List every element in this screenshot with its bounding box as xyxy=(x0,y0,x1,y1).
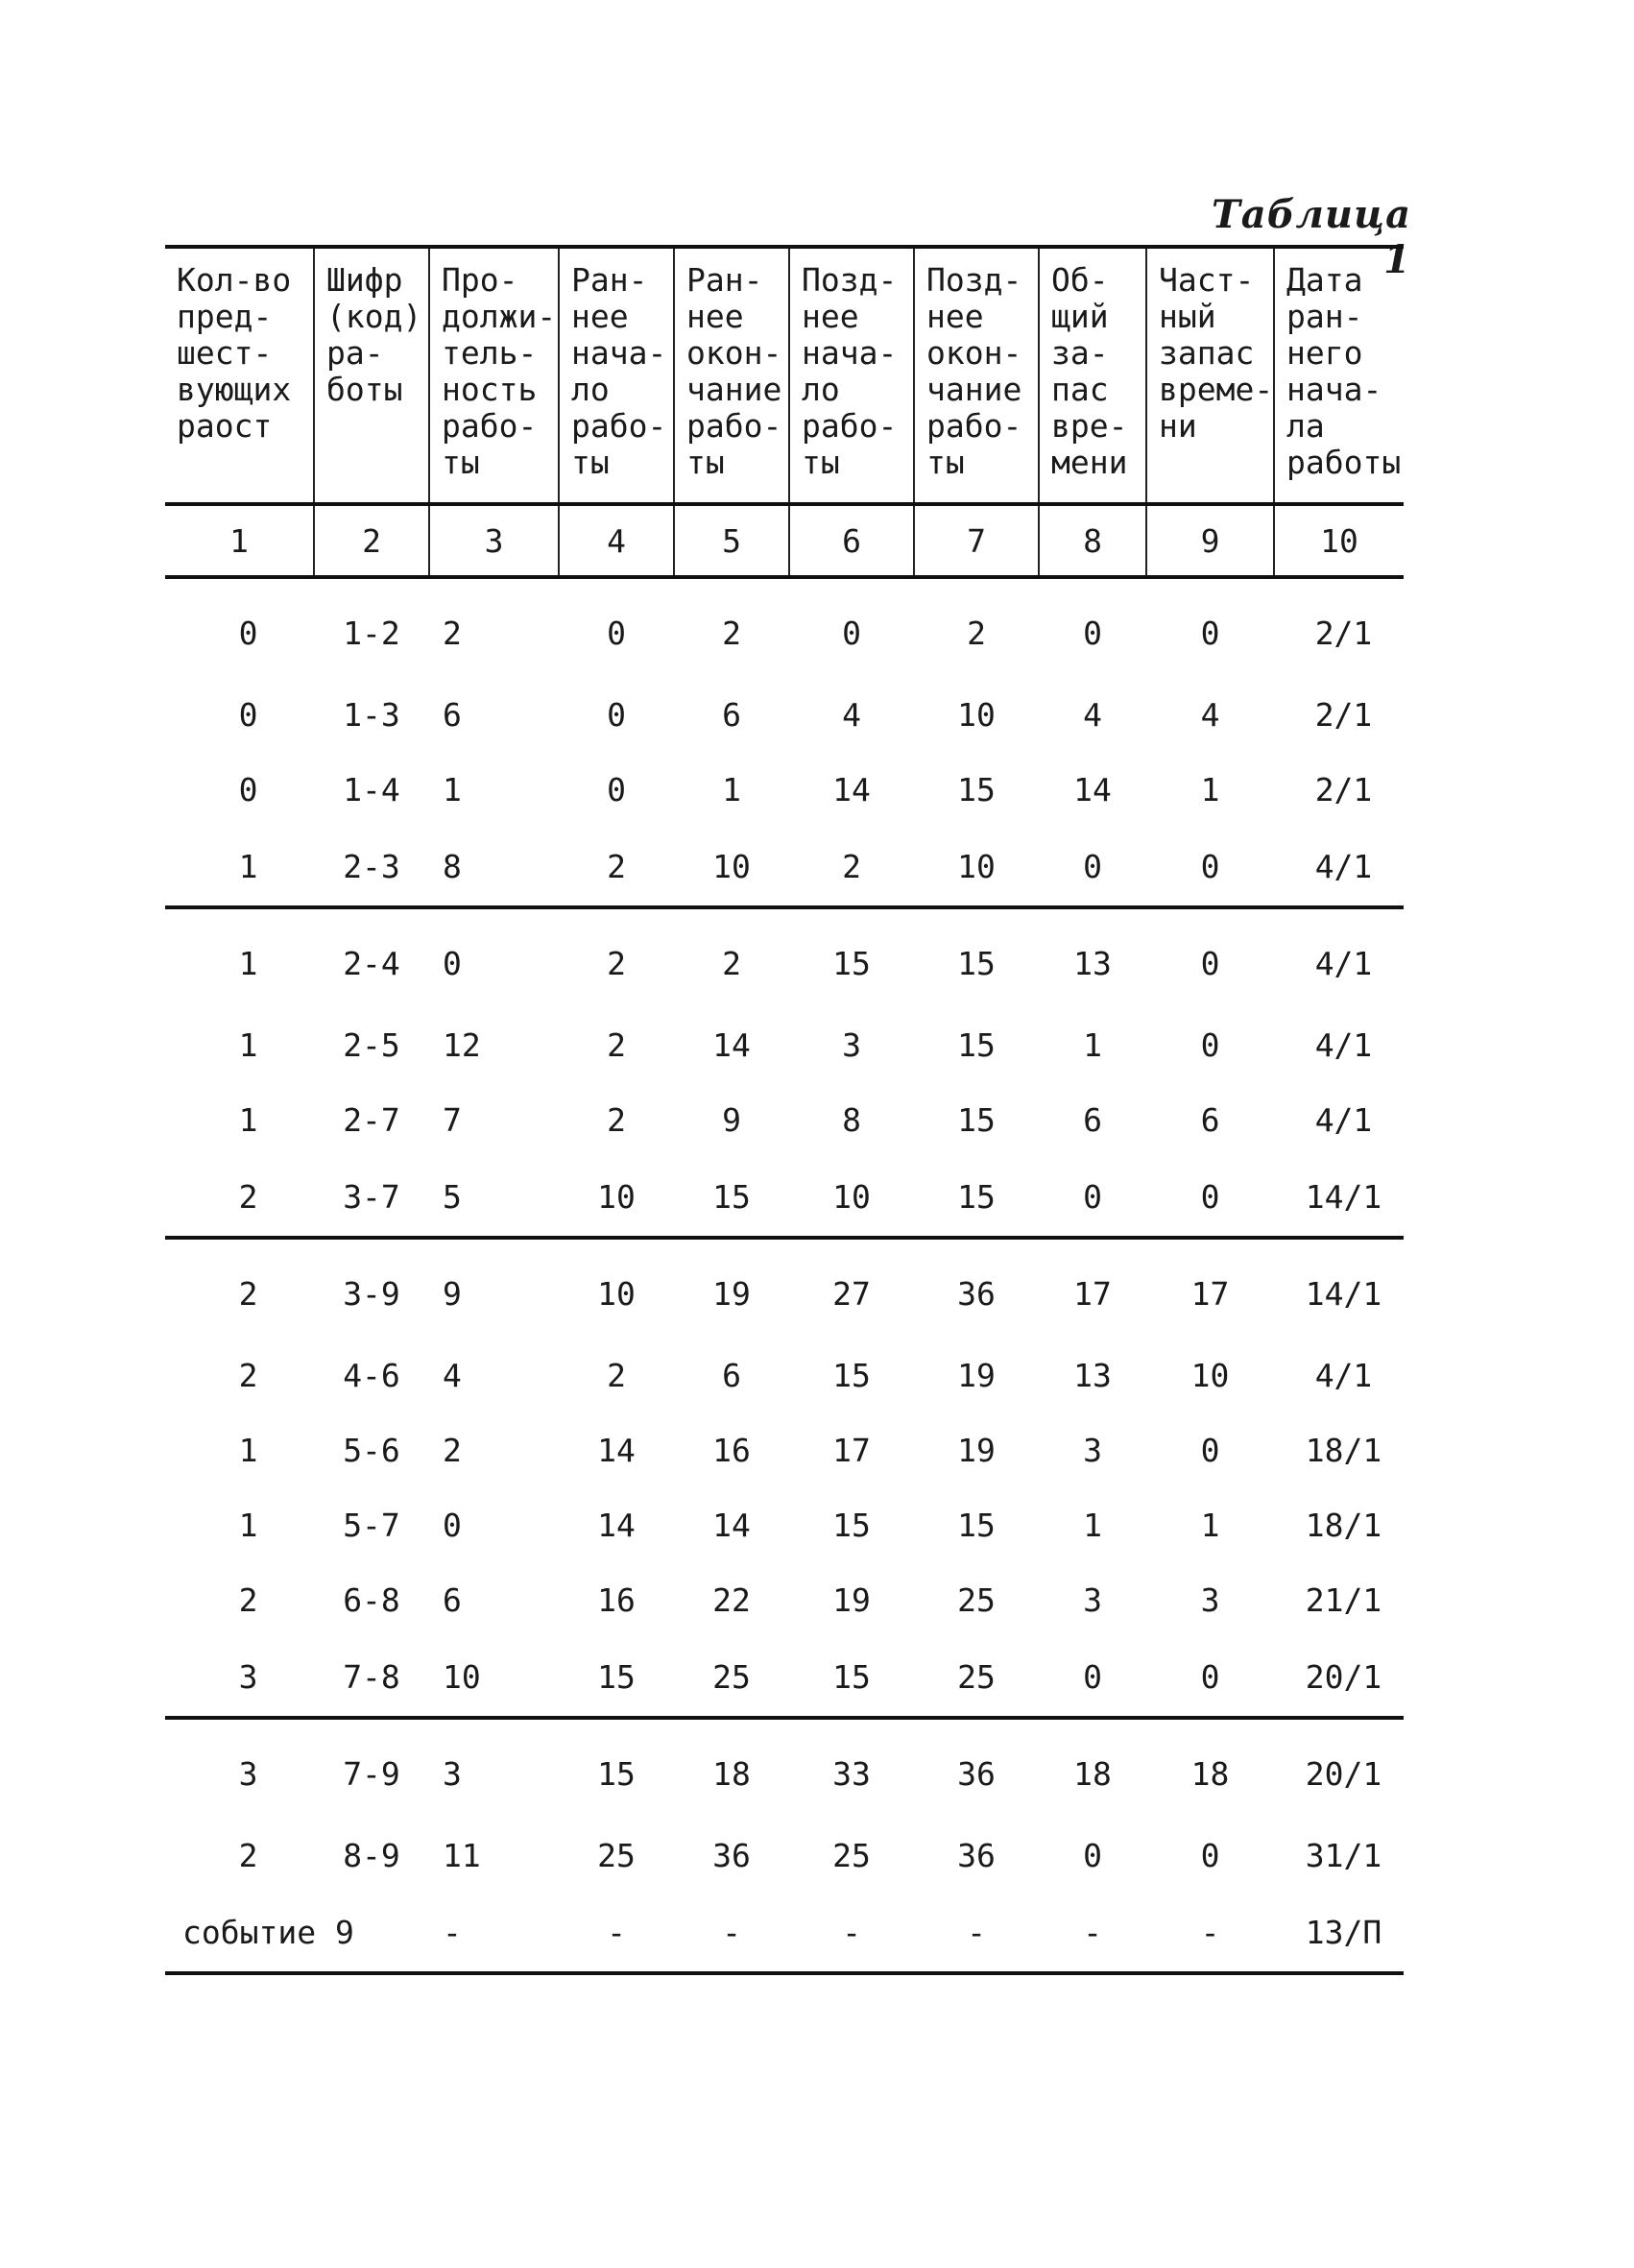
cell-early-start: 10 xyxy=(597,1274,636,1313)
cell-duration: 7 xyxy=(443,1100,462,1139)
cell-late-finish: 15 xyxy=(957,1506,996,1544)
cell-late-finish: 15 xyxy=(957,770,996,808)
cell-total-float: - xyxy=(1039,1893,1146,1973)
cell-total-float: 0 xyxy=(1039,1637,1146,1718)
table-row xyxy=(165,677,1404,752)
cell-predecessors: 1 xyxy=(238,944,258,982)
cell-total-float: 6 xyxy=(1083,1100,1102,1139)
column-number: 5 xyxy=(674,504,789,577)
cell-free-float: - xyxy=(1146,1893,1274,1973)
cell-duration: 6 xyxy=(443,695,462,734)
cell-start-date: 18/1 xyxy=(1305,1506,1382,1544)
cell-predecessors: 3 xyxy=(165,1637,314,1718)
cell-duration: 0 xyxy=(443,944,462,982)
cell-late-start: - xyxy=(789,1893,914,1973)
table-row xyxy=(165,752,1404,827)
cell-late-finish: - xyxy=(914,1893,1039,1973)
cell-late-finish: 36 xyxy=(957,1274,996,1313)
cell-predecessors: 0 xyxy=(238,695,258,734)
cell-late-finish: 19 xyxy=(957,1431,996,1469)
cell-late-start: 25 xyxy=(832,1836,871,1874)
cell-start-date: 4/1 xyxy=(1314,1356,1373,1394)
cell-late-finish: 15 xyxy=(957,1025,996,1064)
table-row xyxy=(165,1338,1404,1412)
network-schedule-table xyxy=(165,245,1404,1975)
cell-predecessors: 1 xyxy=(238,1025,258,1064)
cell-predecessors: 3 xyxy=(238,1754,258,1793)
cell-total-float: 0 xyxy=(1039,1157,1146,1238)
table-row xyxy=(165,577,1404,677)
table-caption: Таблица 1 xyxy=(1212,192,1411,282)
cell-work-code: 2-4 xyxy=(343,944,400,982)
cell-start-date: 4/1 xyxy=(1314,1100,1373,1139)
cell-duration: 3 xyxy=(443,1754,462,1793)
column-number: 3 xyxy=(429,504,559,577)
table-row xyxy=(165,1893,1404,1973)
cell-duration: 5 xyxy=(429,1157,559,1238)
header-early-finish: Ран- нее окон- чание рабо- ты xyxy=(674,247,789,504)
cell-predecessors: 1 xyxy=(238,1431,258,1469)
cell-work-code: 5-7 xyxy=(343,1506,400,1544)
cell-predecessors: 2 xyxy=(238,1836,258,1874)
cell-duration: 11 xyxy=(443,1836,481,1874)
cell-start-date: 21/1 xyxy=(1305,1580,1382,1619)
cell-early-finish: 25 xyxy=(674,1637,789,1718)
cell-late-finish: 15 xyxy=(957,1100,996,1139)
cell-total-float: 17 xyxy=(1073,1274,1112,1313)
cell-total-float: 0 xyxy=(1039,827,1146,907)
cell-free-float: 0 xyxy=(1146,1157,1274,1238)
cell-start-date: 2/1 xyxy=(1314,770,1373,808)
cell-predecessors: 2 xyxy=(238,1274,258,1313)
table-row xyxy=(165,827,1404,907)
cell-work-code: 2-5 xyxy=(343,1025,400,1064)
cell-early-finish: 1 xyxy=(722,770,741,808)
cell-early-finish: 18 xyxy=(712,1754,751,1793)
cell-total-float: 13 xyxy=(1073,1356,1112,1394)
cell-free-float: 0 xyxy=(1200,1836,1220,1874)
cell-start-date: 14/1 xyxy=(1274,1157,1404,1238)
column-number: 10 xyxy=(1274,504,1404,577)
cell-start-date: 2/1 xyxy=(1314,614,1373,652)
column-number: 2 xyxy=(314,504,429,577)
cell-early-start: 2 xyxy=(607,1025,626,1064)
cell-free-float: 0 xyxy=(1200,944,1220,982)
cell-duration: 0 xyxy=(443,1506,462,1544)
cell-free-float: 3 xyxy=(1200,1580,1220,1619)
cell-early-start: 2 xyxy=(607,944,626,982)
cell-total-float: 3 xyxy=(1083,1431,1102,1469)
cell-late-finish: 15 xyxy=(957,944,996,982)
header-total-float: Об- щий за- пас вре- мени xyxy=(1039,247,1146,504)
cell-free-float: 1 xyxy=(1200,770,1220,808)
cell-late-finish: 10 xyxy=(957,695,996,734)
cell-duration: 12 xyxy=(443,1025,481,1064)
header-late-start: Позд- нее нача- ло рабо- ты xyxy=(789,247,914,504)
column-number: 9 xyxy=(1146,504,1274,577)
cell-work-code: 1-2 xyxy=(343,614,400,652)
cell-predecessors: 1 xyxy=(165,827,314,907)
column-number: 8 xyxy=(1039,504,1146,577)
cell-early-finish: - xyxy=(674,1893,789,1973)
cell-total-float: 1 xyxy=(1083,1506,1102,1544)
header-predecessors-count: Кол-во пред- шест- вующих раост xyxy=(165,247,314,504)
cell-start-date: 20/1 xyxy=(1274,1637,1404,1718)
cell-free-float: 4 xyxy=(1200,695,1220,734)
cell-early-finish: 10 xyxy=(674,827,789,907)
cell-duration: 1 xyxy=(443,770,462,808)
cell-early-start: - xyxy=(559,1893,674,1973)
cell-late-start: 15 xyxy=(832,1506,871,1544)
cell-duration: 10 xyxy=(429,1637,559,1718)
cell-predecessors: событие 9 xyxy=(165,1893,314,1973)
cell-start-date: 4/1 xyxy=(1314,944,1373,982)
cell-total-float: 1 xyxy=(1083,1025,1102,1064)
cell-free-float: 0 xyxy=(1200,1431,1220,1469)
table-row xyxy=(165,907,1404,1007)
cell-late-finish: 36 xyxy=(957,1836,996,1874)
header-row xyxy=(165,247,1404,504)
cell-early-start: 15 xyxy=(597,1754,636,1793)
header-early-start-date: Дата ран- него нача- ла работы xyxy=(1274,247,1404,504)
table-row xyxy=(165,1562,1404,1637)
cell-early-start: 10 xyxy=(559,1157,674,1238)
cell-start-date: 2/1 xyxy=(1314,695,1373,734)
table-body xyxy=(165,577,1404,1973)
cell-late-start: 14 xyxy=(832,770,871,808)
cell-predecessors: 0 xyxy=(238,614,258,652)
cell-early-finish: 2 xyxy=(722,944,741,982)
cell-work-code: 4-6 xyxy=(343,1356,400,1394)
header-duration: Про- должи- тель- ность рабо- ты xyxy=(429,247,559,504)
cell-early-finish: 2 xyxy=(722,614,741,652)
table-row xyxy=(165,1238,1404,1338)
cell-duration: 2 xyxy=(443,1431,462,1469)
cell-early-finish: 16 xyxy=(712,1431,751,1469)
cell-duration: 4 xyxy=(443,1356,462,1394)
cell-start-date: 31/1 xyxy=(1305,1836,1382,1874)
column-number: 1 xyxy=(165,504,314,577)
cell-early-finish: 6 xyxy=(722,695,741,734)
cell-early-start: 14 xyxy=(597,1431,636,1469)
cell-total-float: 4 xyxy=(1083,695,1102,734)
cell-free-float: 17 xyxy=(1190,1274,1230,1313)
cell-late-start: 15 xyxy=(789,1637,914,1718)
cell-free-float: 0 xyxy=(1200,614,1220,652)
cell-early-start: 25 xyxy=(597,1836,636,1874)
cell-late-start: 2 xyxy=(789,827,914,907)
cell-free-float: 10 xyxy=(1190,1356,1230,1394)
cell-start-date: 18/1 xyxy=(1305,1431,1382,1469)
cell-duration: 9 xyxy=(443,1274,462,1313)
table-row xyxy=(165,1487,1404,1562)
table-row xyxy=(165,1157,1404,1238)
cell-predecessors: 2 xyxy=(238,1580,258,1619)
cell-late-start: 33 xyxy=(832,1754,871,1793)
cell-early-finish: 19 xyxy=(712,1274,751,1313)
table-row xyxy=(165,1007,1404,1082)
table-row xyxy=(165,1718,1404,1818)
cell-free-float: 0 xyxy=(1146,827,1274,907)
cell-late-start: 8 xyxy=(842,1100,861,1139)
column-number: 4 xyxy=(559,504,674,577)
cell-late-start: 10 xyxy=(789,1157,914,1238)
cell-early-start: 0 xyxy=(607,770,626,808)
cell-duration: 8 xyxy=(429,827,559,907)
cell-work-code: 6-8 xyxy=(343,1580,400,1619)
cell-work-code: 1-4 xyxy=(343,770,400,808)
cell-early-finish: 9 xyxy=(722,1100,741,1139)
cell-early-start: 2 xyxy=(607,1356,626,1394)
cell-predecessors: 1 xyxy=(238,1100,258,1139)
cell-early-start: 0 xyxy=(607,614,626,652)
cell-early-finish: 14 xyxy=(712,1025,751,1064)
cell-duration: - xyxy=(429,1893,559,1973)
cell-late-start: 17 xyxy=(832,1431,871,1469)
cell-work-code: 7-9 xyxy=(343,1754,400,1793)
cell-total-float: 0 xyxy=(1083,614,1102,652)
cell-early-finish: 6 xyxy=(722,1356,741,1394)
cell-early-finish: 22 xyxy=(712,1580,751,1619)
cell-early-finish: 15 xyxy=(674,1157,789,1238)
cell-start-date: 14/1 xyxy=(1305,1274,1382,1313)
cell-late-start: 27 xyxy=(832,1274,871,1313)
data-table xyxy=(165,245,1404,1975)
cell-late-finish: 15 xyxy=(914,1157,1039,1238)
cell-total-float: 13 xyxy=(1073,944,1112,982)
cell-late-start: 4 xyxy=(842,695,861,734)
cell-early-finish: 36 xyxy=(712,1836,751,1874)
column-number: 6 xyxy=(789,504,914,577)
cell-free-float: 0 xyxy=(1146,1637,1274,1718)
cell-total-float: 0 xyxy=(1083,1836,1102,1874)
cell-late-finish: 25 xyxy=(957,1580,996,1619)
cell-early-start: 16 xyxy=(597,1580,636,1619)
cell-work-code: 3-7 xyxy=(314,1157,429,1238)
cell-free-float: 0 xyxy=(1200,1025,1220,1064)
cell-predecessors: 1 xyxy=(238,1506,258,1544)
cell-work-code: 5-6 xyxy=(343,1431,400,1469)
cell-late-start: 19 xyxy=(832,1580,871,1619)
cell-early-start: 15 xyxy=(559,1637,674,1718)
cell-start-date: 4/1 xyxy=(1314,1025,1373,1064)
cell-late-finish: 2 xyxy=(967,614,986,652)
cell-late-finish: 19 xyxy=(957,1356,996,1394)
table-row xyxy=(165,1082,1404,1157)
cell-late-start: 15 xyxy=(832,944,871,982)
table-row xyxy=(165,1412,1404,1487)
cell-work-code: 2-3 xyxy=(314,827,429,907)
cell-early-finish: 14 xyxy=(712,1506,751,1544)
cell-predecessors: 0 xyxy=(238,770,258,808)
cell-late-finish: 10 xyxy=(914,827,1039,907)
cell-late-finish: 36 xyxy=(957,1754,996,1793)
cell-start-date: 20/1 xyxy=(1305,1754,1382,1793)
cell-early-start: 0 xyxy=(607,695,626,734)
cell-total-float: 18 xyxy=(1073,1754,1112,1793)
cell-free-float: 1 xyxy=(1200,1506,1220,1544)
cell-total-float: 14 xyxy=(1073,770,1112,808)
cell-free-float: 18 xyxy=(1190,1754,1230,1793)
header-free-float: Част- ный запас време- ни xyxy=(1146,247,1274,504)
cell-predecessors: 2 xyxy=(238,1356,258,1394)
cell-late-finish: 25 xyxy=(914,1637,1039,1718)
cell-start-date: 4/1 xyxy=(1274,827,1404,907)
cell-duration: 6 xyxy=(443,1580,462,1619)
header-early-start: Ран- нее нача- ло рабо- ты xyxy=(559,247,674,504)
cell-late-start: 15 xyxy=(832,1356,871,1394)
cell-early-start: 2 xyxy=(559,827,674,907)
cell-work-code: 2-7 xyxy=(343,1100,400,1139)
cell-free-float: 6 xyxy=(1200,1100,1220,1139)
cell-work-code: 7-8 xyxy=(314,1637,429,1718)
column-number-row xyxy=(165,504,1404,577)
cell-early-start: 14 xyxy=(597,1506,636,1544)
cell-predecessors: 2 xyxy=(165,1157,314,1238)
cell-duration: 2 xyxy=(443,614,462,652)
column-number: 7 xyxy=(914,504,1039,577)
cell-late-start: 3 xyxy=(842,1025,861,1064)
cell-start-date: 13/П xyxy=(1274,1893,1404,1973)
table-row xyxy=(165,1818,1404,1893)
cell-total-float: 3 xyxy=(1083,1580,1102,1619)
header-work-code: Шифр (код) ра- боты xyxy=(314,247,429,504)
table-row xyxy=(165,1637,1404,1718)
cell-early-start: 2 xyxy=(607,1100,626,1139)
cell-work-code: 3-9 xyxy=(343,1274,400,1313)
header-late-finish: Позд- нее окон- чание рабо- ты xyxy=(914,247,1039,504)
cell-late-start: 0 xyxy=(842,614,861,652)
cell-work-code: 8-9 xyxy=(343,1836,400,1874)
cell-work-code: 1-3 xyxy=(343,695,400,734)
